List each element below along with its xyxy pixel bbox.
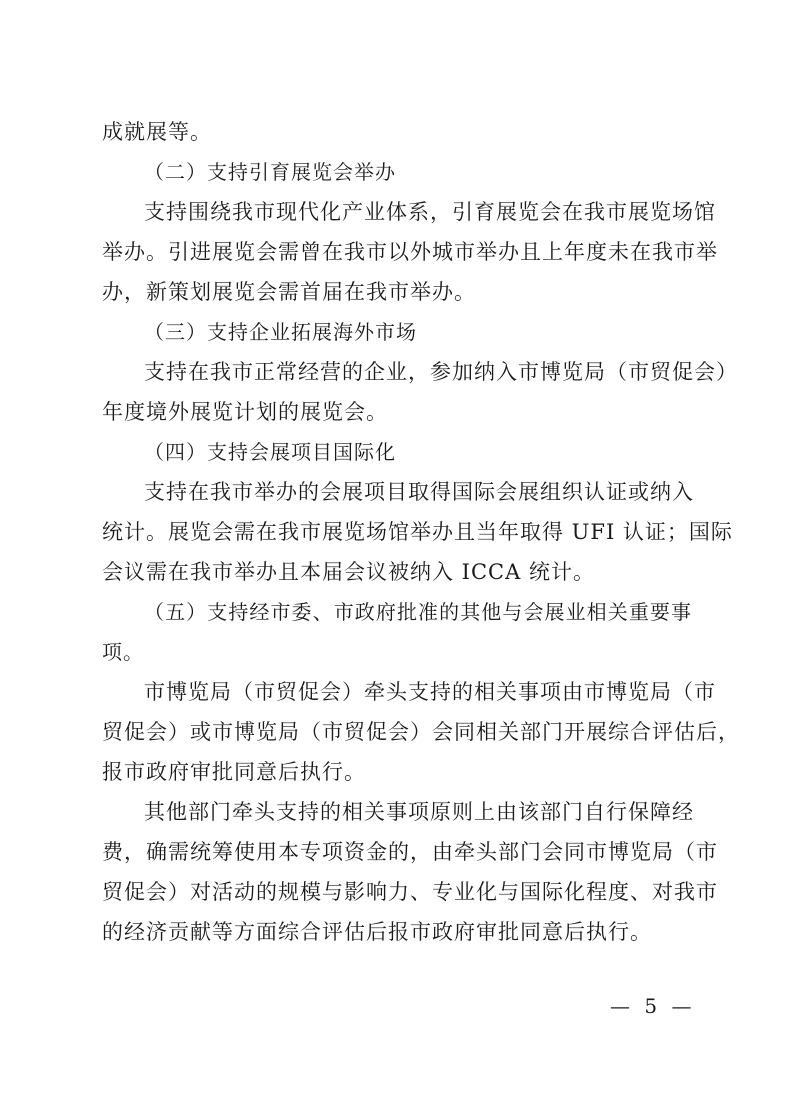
paragraph-line: 报市政府审批同意后执行。 bbox=[102, 760, 366, 784]
paragraph-line: 支持在我市举办的会展项目取得国际会展组织认证或纳入 bbox=[144, 480, 694, 504]
paragraph-line: 统计。展览会需在我市展览场馆举办且当年取得 UFI 认证；国际 bbox=[102, 520, 733, 544]
paragraph-line: 支持在我市正常经营的企业，参加纳入市博览局（市贸促会） bbox=[144, 360, 738, 384]
paragraph-line: 其他部门牵头支持的相关事项原则上由该部门自行保障经 bbox=[144, 800, 694, 824]
section-heading-5-continued: 项。 bbox=[102, 640, 144, 664]
paragraph-line: 的经济贡献等方面综合评估后报市政府审批同意后执行。 bbox=[102, 920, 652, 944]
section-heading-4: （四）支持会展项目国际化 bbox=[144, 440, 396, 464]
paragraph-line: 举办。引进展览会需曾在我市以外城市举办且上年度未在我市举 bbox=[102, 240, 718, 264]
section-heading-3: （三）支持企业拓展海外市场 bbox=[144, 320, 417, 344]
section-heading-2: （二）支持引育展览会举办 bbox=[144, 160, 396, 184]
paragraph-line: 市博览局（市贸促会）牵头支持的相关事项由市博览局（市 bbox=[144, 680, 716, 704]
paragraph-line: 贸促会）对活动的规模与影响力、专业化与国际化程度、对我市 bbox=[102, 880, 718, 904]
paragraph-line: 会议需在我市举办且本届会议被纳入 ICCA 统计。 bbox=[102, 560, 595, 584]
paragraph-line: 办，新策划展览会需首届在我市举办。 bbox=[102, 280, 476, 304]
paragraph-line: 成就展等。 bbox=[102, 120, 212, 144]
paragraph-line: 费，确需统筹使用本专项资金的，由牵头部门会同市博览局（市 bbox=[102, 840, 718, 864]
paragraph-line: 贸促会）或市博览局（市贸促会）会同相关部门开展综合评估后， bbox=[102, 720, 740, 744]
page-number: — 5 — bbox=[610, 994, 696, 1018]
paragraph-line: 年度境外展览计划的展览会。 bbox=[102, 400, 388, 424]
paragraph-line: 支持围绕我市现代化产业体系，引育展览会在我市展览场馆 bbox=[144, 200, 716, 224]
section-heading-5: （五）支持经市委、市政府批准的其他与会展业相关重要事 bbox=[144, 600, 692, 624]
